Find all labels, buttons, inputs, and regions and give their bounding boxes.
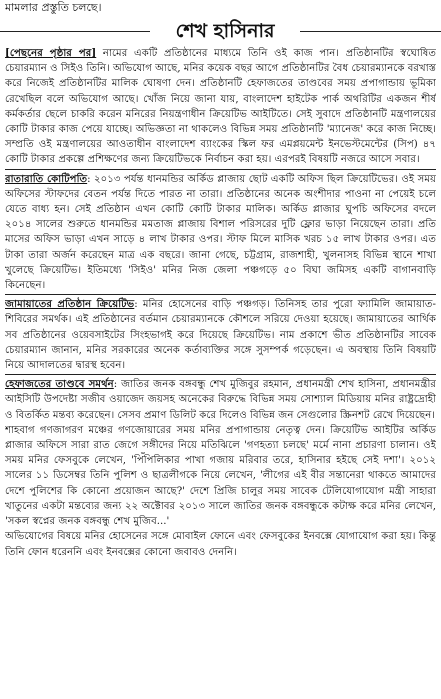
subhead-overnight-millionaire: রাতারাতি কোটিপতি	[5, 172, 88, 185]
article-body	[5, 46, 436, 698]
paragraph-text: : মনির হোসেনের বাড়ি পঞ্চগড়। তিনিসহ তার পুরো ফ্যামিলি জামায়াত-শিবিরের সমর্থক। এই প্রতিষ্ঠানের বর্তমান চেয়ারম্যানকে কৌশলে সরিয়ে দেওয়া হয়েছে। জামায়াতের আর্থিক সব প্রতিষ্ঠানের ওয়েবসাইটের সিংহভাগই করে দিয়েছে ক্রিয়েটিভ। নাম প্রকাশে ভীত প্রতিষ্ঠানটির সাবেক চেয়ারম্যান জানান, মনির সরকারের অনেক কর্তাব্যক্তির সঙ্গে সুসম্পর্ক গড়েছেন। এ অবস্থায় তিনি বিষয়টি নিয়ে আদালতের দ্বারস্থ হবেন।	[5, 299, 436, 372]
paragraph-text: : জাতির জনক বঙ্গবন্ধু শেখ মুজিবুর রহমান, প্রধানমন্ত্রী শেখ হাসিনা, প্রধানমন্ত্রীর আইসিটি উপদেষ্টা সজীব ওয়াজেদ জয়সহ অনেকের বিরুদ্ধে বিভিন্ন সময় সোশ্যাল মিডিয়ায় মনির রাষ্ট্রদ্রোহী ও বিতর্কিত মন্তব্য করেছেন। সেসব প্রমাণ ডিলিট করে দিলেও বিভিন্ন জন সেগুলোর স্ক্রিনশট রেখে দিয়েছেন।	[5, 379, 436, 421]
section-divider	[5, 374, 436, 375]
paragraph-jamaat	[5, 297, 436, 373]
paragraph-overnight-millionaire	[5, 172, 436, 294]
paragraph-hefazat	[5, 377, 436, 423]
paragraph-shahbag: শাহবাগ গণজাগরণ মঞ্চের গণজোয়ারের সময় মনির প্রপাগান্ডায় নেতৃত্ব দেন। ক্রিয়েটিভ আইটির অর্কিড প্লাজার অফিসে সারা রাত জেগে সঙ্গীদের নিয়ে মতিঝিলে 'গণহত্যা চলছে' মর্মে নানা প্রচারণা চালান। ওই সময় মনির ফেসবুকে লেখেন, 'পিঁপিলিকার পাখা গজায় মরিবার তরে, হাসিনার হইছে সেই দশা'। ২০১২ সালের ১১ ডিসেম্বর তিনি পুলিশ ও ছাত্রলীগকে নিয়ে লেখেন, 'লীগের এই বীর সন্তানেরা থাকতে আমাদের দেশে পুলিশের কি কোনো প্রয়োজন আছে?' দেশে প্রিজি চালুর সময় সাবেক টেলিযোগাযোগ মন্ত্রী সাহারা খাতুনের একটা মন্তব্যের জন্য ২২ অক্টোবর ২০১৩ সালে জাতির জনক বঙ্গবন্ধুকে কটাক্ষ করে মনির লেখেন, 'সকল স্বপ্নের জনক বঙ্গবন্ধু শেখ মুজিব...'	[5, 424, 436, 528]
subhead-hefazat: হেফাজতের তাণ্ডবে সমর্থন	[5, 378, 114, 391]
headline: শেখ হাসিনার	[150, 17, 300, 45]
paragraph-text: নামের একটি প্রতিষ্ঠানের মাধ্যমে তিনি ওই কাজ পান। প্রতিষ্ঠানটির স্বঘোষিত চেয়ারম্যান ও সিইও তিনি। অভিযোগ আছে, মনির কয়েক বছর আগে প্রতিষ্ঠানটির বৈধ চেয়ারম্যানকে বরখাস্ত করে নিজেই প্রতিষ্ঠানটির মালিক ঘোষণা দেন। প্রতিষ্ঠানটি হেফাজতের তাণ্ডবের সময় প্রপাগান্ডায় ভূমিকা রেখেছিল বলে অভিযোগ আছে। খোঁজ নিয়ে জানা যায়, বাংলাদেশ হাইটেক পার্ক অথরিটির একজন শীর্ষ কর্মকর্তার ছেলে চাকরি করেন মনিরের নিয়ন্ত্রণাধীন ক্রিয়েটিভ আইটিতে। সেই সুবাদে প্রতিষ্ঠানটি মন্ত্রণালয়ের কোটি টাকার কাজ পেয়ে যাচ্ছে। অভিজ্ঞতা না থাকলেও বিভিন্ন সময় প্রতিষ্ঠানটি 'ম্যানেজ' করে কাজ নিচ্ছে। সম্প্রতি ওই মন্ত্রণালয়ের আওতাধীন বাংলাদেশ ব্যাংকের স্কিল ফর এমপ্লয়মেন্ট ইনভেস্টমেন্টের (সিপ) ৪৭ কোটি টাকার প্রকল্পে প্রশিক্ষণের জন্য ক্রিয়েটিভকে নির্বাচন করা হয়। এরপরই বিষয়টি নজরে আসে সবার।	[5, 48, 436, 166]
paragraph-contact-attempt: অভিযোগের বিষয়ে মনির হোসেনের সঙ্গে মোবাইল ফোনে এবং ফেসবুকের ইনবক্সে যোগাযোগ করা হয়। কিন্তু তিনি ফোন ধরেননি এবং ইনবক্সের কোনো জবাবও দেননি।	[5, 531, 436, 558]
previous-article-tail: মামলার প্রস্তুতি চলছে।	[5, 1, 102, 14]
subhead-jamaat: জামায়াতের প্রতিষ্ঠান ক্রিয়েটিভ	[5, 298, 135, 311]
paragraph-text: : ২০১৩ পর্যন্ত ধানমন্ডির অর্কিড প্লাজায় ছোট একটি অফিস ছিল ক্রিয়েটিভের। ওই সময় অফিসের স্টাফদের বেতন পর্যন্ত দিতে পারত না তারা। প্রতিষ্ঠানের অনেক অংশীদার পাওনা না পেয়েই চলে যেতে বাধ্য হন। সেই প্রতিষ্ঠান এখন কোটি কোটি টাকার মালিক। অর্কিড প্লাজার ঘুপচি অফিসের বদলে ২০১৪ সালের শুরুতে ধানমন্ডির মমতাজ প্লাজায় বিশাল পরিসরের দুটি ফ্লোর ভাড়া নিয়েছেন তারা। প্রতি মাসের অফিস ভাড়া এখন সাড়ে ৪ লাখ টাকার ওপর। স্টাফ মিলে মাসিক খরচ ১৫ লাখ টাকার ওপর। এত টাকা তারা অর্জন করেছেন মাত্র এক বছরে। জানা গেছে, চট্টগ্রাম, রাজশাহী, খুলনাসহ বিভিন্ন স্থানে শাখা খুলেছে ক্রিয়েটিভ। ইতিমধ্যে 'সিইও' মনির নিজ জেলা পঞ্চগড়ে ৫০ বিঘা জমিসহ একটি বাগানবাড়ি কিনেছেন।	[5, 173, 436, 292]
section-divider	[5, 294, 436, 295]
headline-banner	[0, 17, 441, 46]
section-divider	[5, 169, 436, 170]
paragraph-intro	[5, 46, 436, 168]
subhead-continued: [পেছনের পৃষ্ঠার পর]	[5, 47, 97, 59]
